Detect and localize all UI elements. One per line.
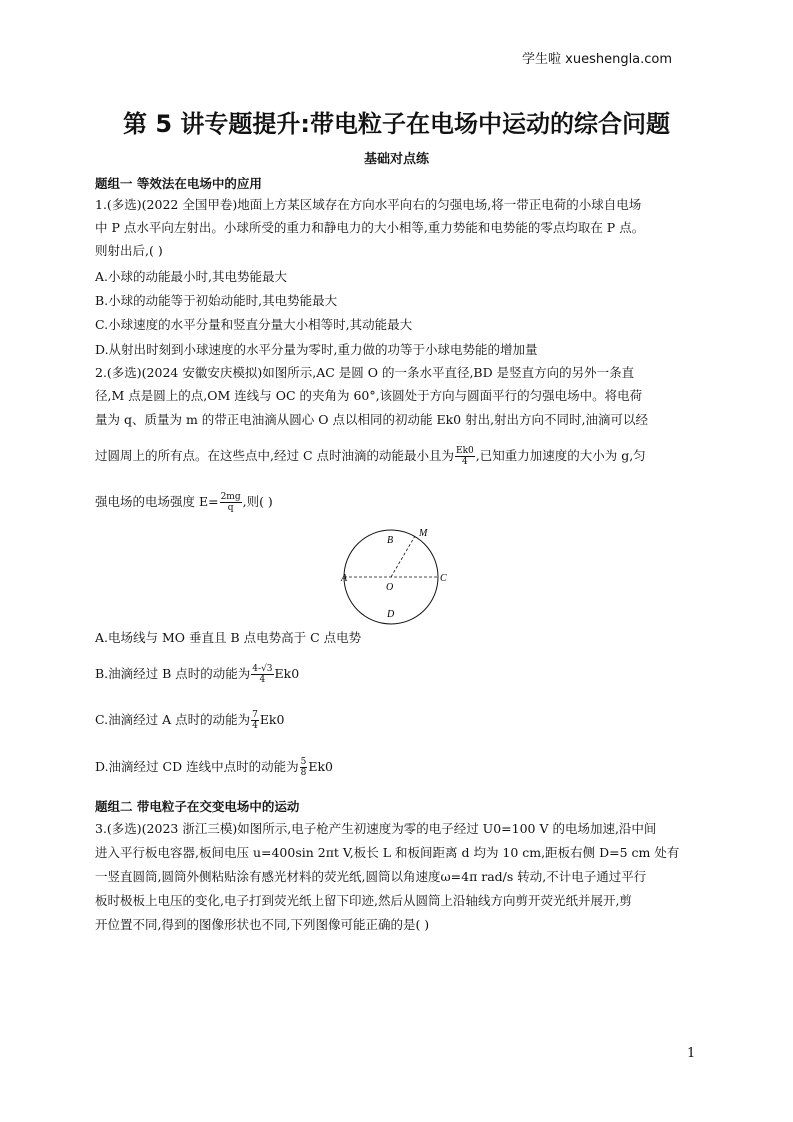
q1-option-b: B.小球的动能等于初始动能时,其电势能最大: [95, 293, 338, 308]
page-title: 第 5 讲专题提升:带电粒子在电场中运动的综合问题: [122, 110, 670, 138]
segment-om: [391, 536, 415, 577]
fraction-numerator: 2mg: [220, 492, 241, 502]
q2-line-4-b: ,已知重力加速度的大小为 g,匀: [475, 448, 646, 463]
q2-line-1: 2.(多选)(2024 安徽安庆模拟)如图所示,AC 是圆 O 的一条水平直径,BD 是竖直方向的另外一条直: [95, 365, 635, 380]
fraction-numerator: 7: [252, 710, 258, 720]
fraction-denominator: q: [227, 503, 234, 513]
label-d: D: [387, 609, 395, 620]
label-o: O: [386, 582, 394, 593]
q2-option-d: [95, 757, 333, 778]
q2-line-5: [95, 492, 700, 513]
fraction-denominator: 4: [462, 457, 468, 467]
q3-line-2: 进入平行板电容器,板间电压 u=400sin 2πt V,板长 L 和板间距离 d 均为 10 cm,距板右侧 D=5 cm 处有: [95, 845, 680, 860]
q2-option-b-b: Ek0: [274, 666, 300, 681]
circle-diagram: [335, 522, 455, 628]
q2-line-5-a: 强电场的电场强度 E=: [95, 494, 219, 509]
q2-option-c-a: C.油滴经过 A 点时的动能为: [95, 712, 251, 727]
q1-option-c: C.小球速度的水平分量和竖直分量大小相等时,其动能最大: [95, 317, 413, 332]
fraction-numerator: 5: [300, 757, 307, 767]
q3-line-1: 3.(多选)(2023 浙江三模)如图所示,电子枪产生初速度为零的电子经过 U0=100 V 的电场加速,沿中间: [95, 821, 657, 836]
q1-option-d: D.从射出时刻到小球速度的水平分量为零时,重力做的功等于小球电势能的增加量: [95, 342, 538, 357]
group-heading-2: 题组二 带电粒子在交变电场中的运动: [95, 799, 300, 814]
q2-option-c-b: Ek0: [259, 712, 285, 727]
header-brand: 学生啦 xueshengla.com: [522, 52, 673, 67]
q2-line-2: 径,M 点是圆上的点,OM 连线与 OC 的夹角为 60°,该圆处于方向与圆面平行的匀强电场中。将电荷: [95, 388, 643, 403]
q2-option-d-b: Ek0: [308, 759, 333, 774]
q2-option-a: A.电场线与 MO 垂直且 B 点电势高于 C 点电势: [95, 630, 362, 645]
label-m: M: [419, 528, 428, 539]
q2-line-4: [95, 446, 700, 467]
group-heading-1: 题组一 等效法在电场中的应用: [95, 176, 262, 191]
q2-line-4-a: 过圆周上的所有点。在这些点中,经过 C 点时油滴的动能最小且为: [95, 448, 454, 463]
fraction: [251, 664, 273, 685]
q3-line-5: 开位置不同,得到的图像形状也不同,下列图像可能正确的是( ): [95, 917, 430, 932]
label-a: A: [341, 573, 348, 584]
page-number: 1: [687, 1046, 696, 1061]
q2-line-3: 量为 q、质量为 m 的带正电油滴从圆心 O 点以相同的初动能 Ek0 射出,射出方向不同时,油滴可以经: [95, 412, 649, 427]
q3-line-3: 一竖直圆筒,圆筒外侧粘贴涂有感光材料的荧光纸,圆筒以角速度ω=4π rad/s 转动,不计电子通过平行: [95, 869, 647, 884]
fraction-denominator: 4: [252, 721, 258, 731]
fraction: [300, 757, 308, 778]
q3-line-4: 板时极板上电压的变化,电子打到荧光纸上留下印迹,然后从圆筒上沿轴线方向剪开荧光纸并展开,剪: [95, 893, 632, 908]
q1-line-3: 则射出后,( ): [95, 243, 163, 258]
fraction-denominator: 4: [259, 675, 266, 685]
q2-line-5-b: ,则( ): [242, 494, 273, 509]
fraction: [455, 446, 475, 467]
fraction-numerator: Ek0: [456, 446, 474, 456]
label-b: B: [387, 535, 394, 546]
fraction-denominator: 8: [300, 768, 307, 778]
fraction-numerator: 4-√3: [252, 664, 273, 674]
q1-line-2: 中 P 点水平向左射出。小球所受的重力和静电力的大小相等,重力势能和电势能的零点均取在 P 点。: [95, 220, 645, 235]
q2-option-d-a: D.油滴经过 CD 连线中点时的动能为: [95, 759, 299, 774]
q2-option-b-a: B.油滴经过 B 点时的动能为: [95, 666, 251, 681]
q1-option-a: A.小球的动能最小时,其电势能最大: [95, 269, 287, 284]
q2-option-c: [95, 710, 284, 731]
q2-option-b: [95, 664, 299, 685]
label-c: C: [440, 573, 447, 584]
fraction: [251, 710, 259, 731]
q1-line-1: 1.(多选)(2022 全国甲卷)地面上方某区域存在方向水平向右的匀强电场,将一带正电荷的小球自电场: [95, 197, 642, 212]
section-subtitle: 基础对点练: [363, 152, 429, 167]
fraction: [220, 492, 242, 513]
